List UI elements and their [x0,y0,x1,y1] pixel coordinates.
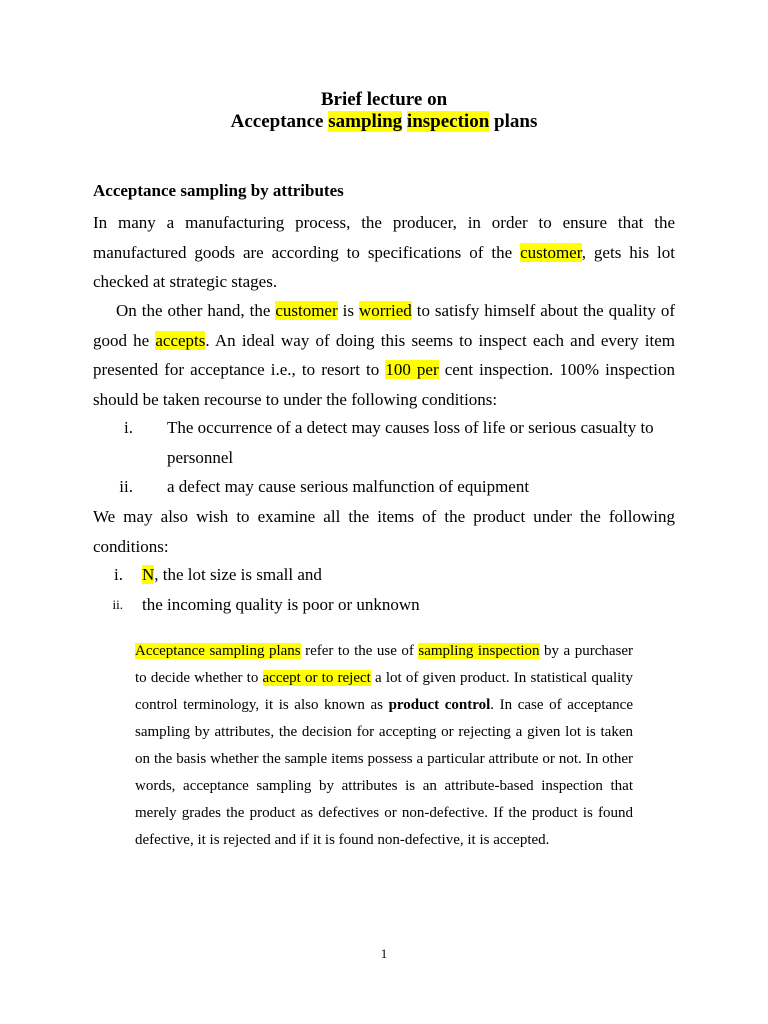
para-text: , gets his lot checked at strategic stages. [93,242,675,291]
definition-box [135,638,633,854]
highlight-customer: customer [275,301,338,320]
highlight-customer: customer [520,242,582,262]
list-text: The occurrence of a detect may causes loss of life or serious casualty to personnel [167,418,654,467]
list-text-rest: , the lot size is small and [154,565,322,584]
highlight-acceptance-sampling-plans: Acceptance sampling plans [135,643,301,659]
title-highlight-sampling: sampling [328,111,403,132]
list-text: the incoming quality is poor or unknown [142,595,420,614]
list-text: a defect may cause serious malfunction of equipment [167,477,530,496]
list-number: i. [124,418,133,437]
list-number: ii. [119,477,133,496]
highlight-accept-or-reject: accept or to reject [262,670,371,686]
para-text: In many a manufacturing process, the producer, in order to ensure that the manufactured goods are according to specifications of the [93,213,675,262]
para-text: On the other hand, the [116,301,276,320]
box-text: refer to the use of [300,643,419,659]
highlight-worried: worried [358,301,412,320]
section-heading: Acceptance sampling by attributes [93,181,344,200]
document-title-line1: Brief lecture on [320,89,448,110]
para-text: cent inspection. 100% inspection should be taken recourse to under the following conditions: [93,360,675,409]
box-text: by a purchaser to decide whether to [135,643,633,686]
para-text: is [337,301,359,320]
para-text: . An ideal way of doing this seems to inspect each and every item presented for acceptance i.e., to resort to [93,330,675,379]
highlight-sampling-inspection: sampling inspection [418,643,540,659]
list-text [142,560,642,590]
list-number: ii. [112,597,123,612]
paragraph-intro [93,208,675,297]
paragraph-customer [93,296,675,414]
list-number: i. [114,565,123,584]
bold-product-control: product control [388,697,491,713]
paragraph-examine: We may also wish to examine all the items of the product under the following conditions: [93,507,675,556]
highlight-100-per: 100 per [385,360,439,379]
page-number: 1 [380,946,388,961]
highlight-accepts: accepts [155,330,206,350]
para-text: to satisfy himself about the quality of good he [93,301,676,350]
highlight-n: N [142,565,155,584]
title-text: Acceptance [230,111,329,132]
box-text: a lot of given product. In statistical quality control terminology, it is also known as [135,670,633,713]
document-title-line2 [0,110,768,134]
box-text: . In case of acceptance sampling by attributes, the decision for accepting or rejecting a given lot is taken on the basis whether the sample items possess a particular attribute or not. In other words, acceptance sampling by attributes is an attribute-based inspection that merely grades the product as defectives or non-defective. If the product is found defective, it is rejected and if it is found non-defective, it is accepted. [135,697,633,848]
title-highlight-inspection: inspection [406,111,490,132]
title-text-end: plans [489,111,538,132]
